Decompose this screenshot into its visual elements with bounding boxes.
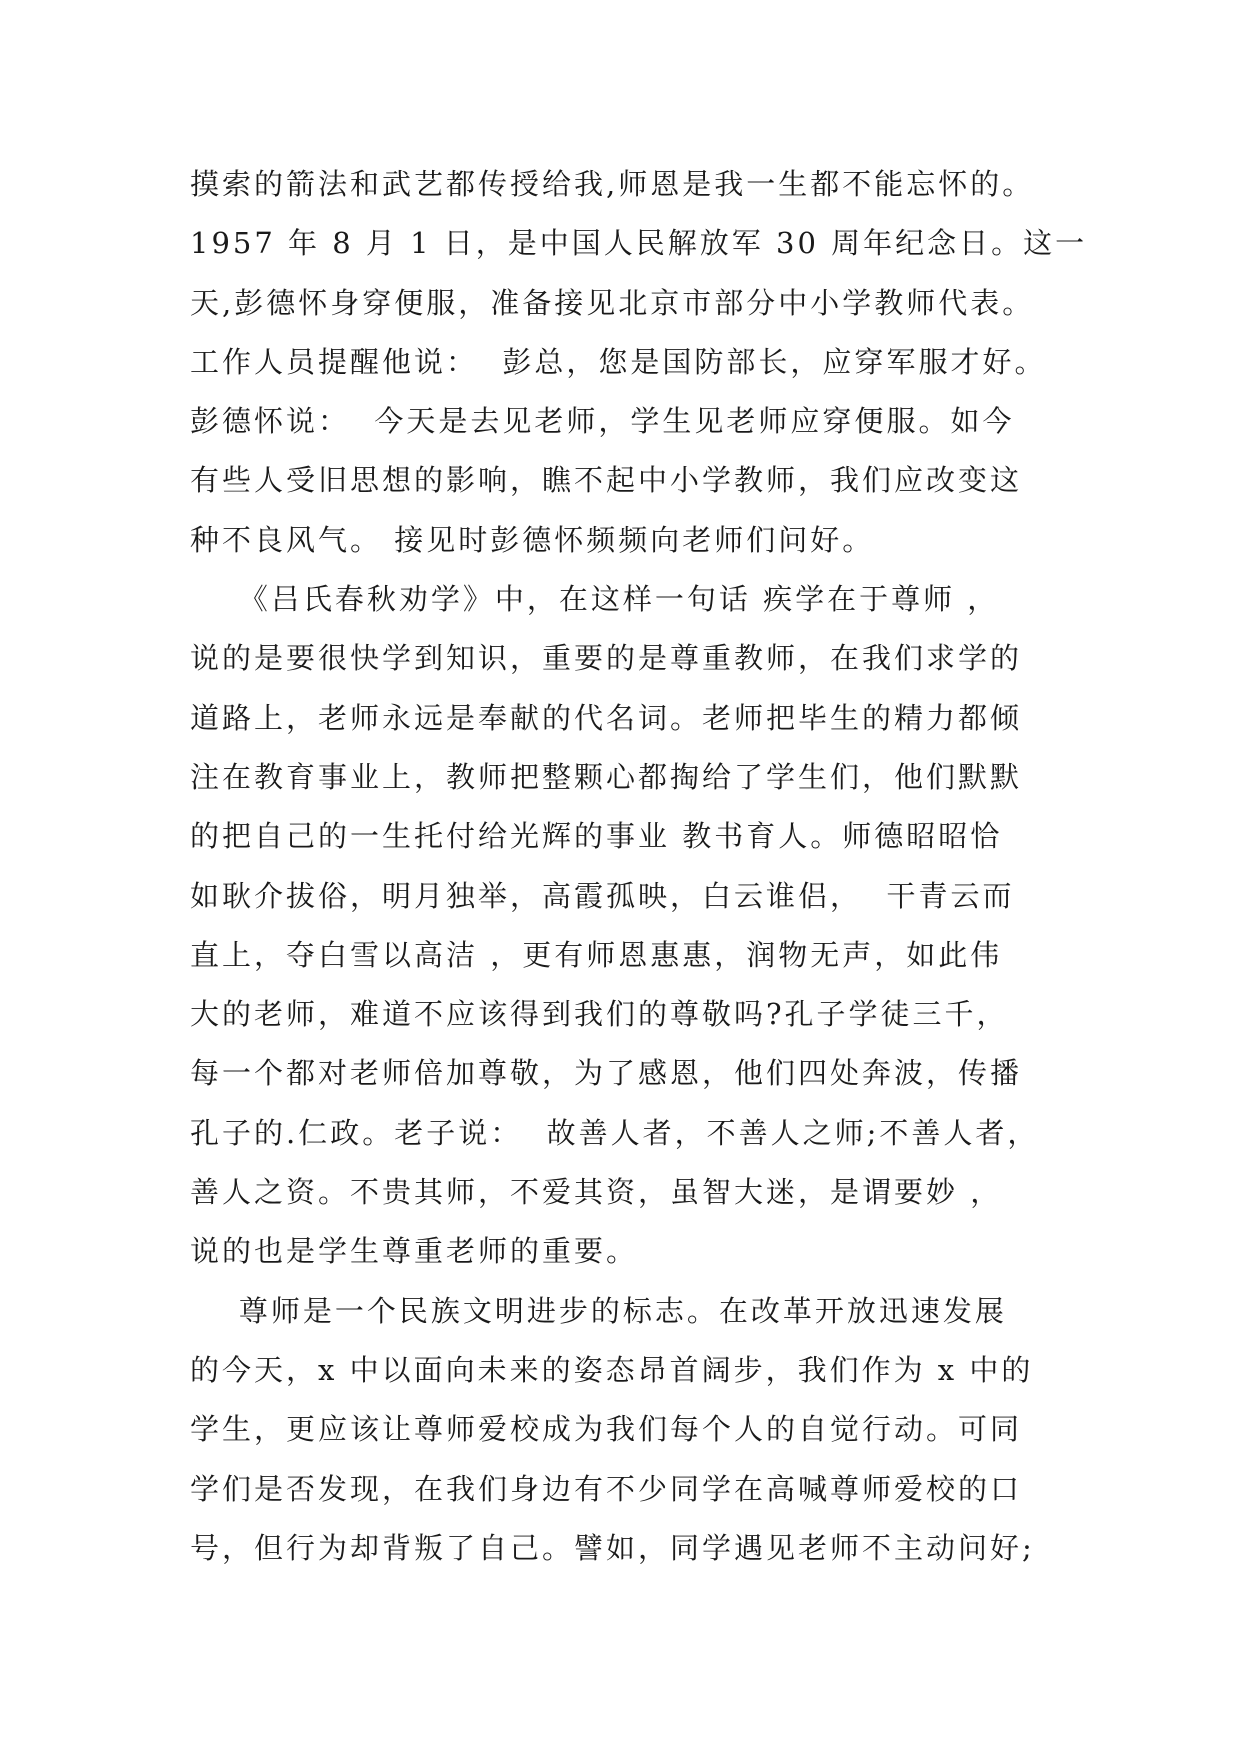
body-text (190, 155, 1090, 1578)
text-line: 直上，夺白雪以高洁 ，更有师恩惠惠，润物无声，如此伟 (190, 937, 1003, 972)
text-line: 说的也是学生尊重老师的重要。 (190, 1234, 639, 1269)
paragraph-first-line: 尊师是一个民族文明进步的标志。在改革开放迅速发展 (190, 1293, 1007, 1328)
text-line: 说的是要很快学到知识，重要的是尊重教师，在我们求学的 (190, 641, 1023, 676)
text-line: 摸索的箭法和武艺都传授给我,师恩是我一生都不能忘怀的。 (190, 167, 1035, 201)
text-line: 道路上，老师永远是奉献的代名词。老师把毕生的精力都倾 (190, 700, 1023, 735)
text-line: 种不良风气。 接见时彭德怀频频向老师们问好。 (190, 522, 875, 557)
text-line: 注在教育事业上，教师把整颗心都掏给了学生们，他们默默 (190, 759, 1023, 794)
text-line: 善人之资。不贵其师，不爱其资，虽智大迷，是谓要妙 ， (190, 1175, 1003, 1210)
text-line: 孔子的.仁政。老子说： 故善人者，不善人之师;不善人者， (190, 1115, 1040, 1150)
text-line: 如耿介拔俗，明月独举，高霞孤映，白云谁侣， 干青云而 (190, 878, 1015, 913)
text-line: 号，但行为却背叛了自己。譬如，同学遇见老师不主动问好; (190, 1530, 1035, 1565)
text-line: 每一个都对老师倍加尊敬，为了感恩，他们四处奔波，传播 (190, 1056, 1023, 1091)
text-line: 的把自己的一生托付给光辉的事业 教书育人。师德昭昭恰 (190, 819, 1003, 854)
text-line: 1957 年 8 月 1 日，是中国人民解放军 30 周年纪念日。这一 (190, 226, 1088, 261)
text-line: 学们是否发现，在我们身边有不少同学在高喊尊师爱校的口 (190, 1471, 1023, 1506)
text-line: 的今天，x 中以面向未来的姿态昂首阔步，我们作为 x 中的 (190, 1352, 1034, 1387)
text-line: 有些人受旧思想的影响，瞧不起中小学教师，我们应改变这 (190, 463, 1023, 498)
text-line: 工作人员提醒他说： 彭总，您是国防部长，应穿军服才好。 (190, 344, 1047, 379)
text-line: 学生，更应该让尊师爱校成为我们每个人的自觉行动。可同 (190, 1412, 1023, 1447)
text-line: 天,彭德怀身穿便服，准备接见北京市部分中小学教师代表。 (190, 285, 1035, 320)
paragraph-first-line: 《吕氏春秋劝学》中，在这样一句话 疾学在于尊师 ， (190, 582, 1000, 617)
text-line: 彭德怀说： 今天是去见老师，学生见老师应穿便服。如今 (190, 404, 1015, 439)
text-line: 大的老师，难道不应该得到我们的尊敬吗?孔子学徒三千， (190, 997, 1009, 1032)
